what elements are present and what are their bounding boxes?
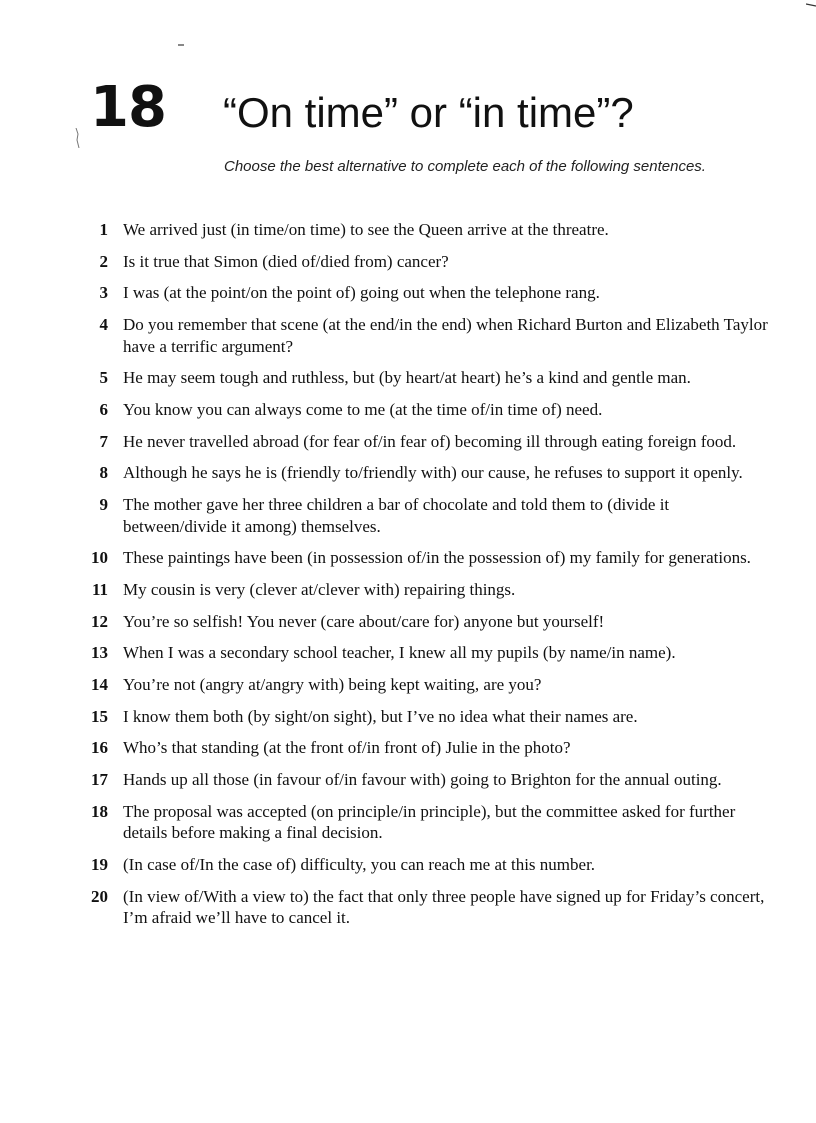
question-item bbox=[80, 886, 770, 929]
question-text: The proposal was accepted (on principle/in principle), but the committee asked for further details before making a final decision. bbox=[123, 801, 736, 843]
question-text: We arrived just (in time/on time) to see the Queen arrive at the threatre. bbox=[123, 220, 609, 239]
question-item bbox=[80, 547, 770, 569]
margin-scan-mark bbox=[74, 128, 82, 148]
question-number: 18 bbox=[91, 801, 108, 821]
instructions: Choose the best alternative to complete each of the following sentences. bbox=[224, 158, 706, 175]
question-item bbox=[80, 399, 770, 421]
question-number: 17 bbox=[91, 770, 108, 789]
question-number: 12 bbox=[91, 611, 108, 631]
question-list bbox=[80, 219, 770, 939]
question-number: 9 bbox=[99, 495, 108, 514]
unit-number: 18 bbox=[90, 75, 166, 140]
question-item bbox=[80, 431, 770, 453]
question-item bbox=[80, 737, 770, 759]
question-number: 7 bbox=[99, 431, 108, 451]
question-number: 13 bbox=[91, 643, 108, 663]
question-item bbox=[80, 801, 770, 844]
corner-scan-mark bbox=[806, 2, 816, 10]
question-number: 5 bbox=[99, 368, 108, 388]
question-item bbox=[80, 706, 770, 728]
question-item bbox=[80, 611, 770, 633]
question-item bbox=[80, 642, 770, 664]
question-item bbox=[80, 314, 770, 357]
question-number: 20 bbox=[91, 886, 108, 906]
question-item bbox=[80, 769, 770, 791]
question-text: (In view of/With a view to) the fact that only three people have signed up for Friday’s concert, I’m afraid we’ll have to cancel it. bbox=[123, 886, 765, 928]
question-text: He may seem tough and ruthless, but (by heart/at heart) he’s a kind and gentle man. bbox=[123, 368, 691, 388]
question-number: 2 bbox=[99, 251, 108, 271]
question-item bbox=[80, 579, 770, 601]
question-number: 1 bbox=[99, 220, 108, 239]
page-title: “On time” or “in time”? bbox=[223, 89, 634, 136]
question-text: I was (at the point/on the point of) going out when the telephone rang. bbox=[123, 283, 600, 303]
question-item bbox=[80, 494, 770, 537]
question-item bbox=[80, 854, 770, 876]
question-text: My cousin is very (clever at/clever with) repairing things. bbox=[123, 579, 516, 599]
question-number: 8 bbox=[99, 463, 108, 483]
question-number: 14 bbox=[91, 674, 108, 694]
question-text: Do you remember that scene (at the end/in the end) when Richard Burton and Elizabeth Taylor have a terrific argument? bbox=[123, 315, 768, 356]
question-text: He never travelled abroad (for fear of/in fear of) becoming ill through eating foreign food. bbox=[123, 431, 737, 451]
question-number: 10 bbox=[91, 548, 108, 568]
question-text: (In case of/In the case of) difficulty, you can reach me at this number. bbox=[123, 854, 596, 874]
question-text: These paintings have been (in possession of/in the possession of) my family for generations. bbox=[123, 548, 751, 568]
question-number: 6 bbox=[99, 399, 108, 419]
question-text: You’re so selfish! You never (care about/care for) anyone but yourself! bbox=[123, 611, 605, 631]
question-text: You’re not (angry at/angry with) being kept waiting, are you? bbox=[123, 674, 542, 694]
question-text: Who’s that standing (at the front of/in front of) Julie in the photo? bbox=[123, 738, 571, 758]
question-item bbox=[80, 462, 770, 484]
question-item bbox=[80, 367, 770, 389]
question-number: 3 bbox=[99, 283, 108, 303]
question-number: 11 bbox=[91, 579, 108, 599]
scan-speck bbox=[178, 44, 184, 46]
question-item bbox=[80, 282, 770, 304]
question-item bbox=[80, 674, 770, 696]
question-number: 19 bbox=[91, 854, 108, 874]
question-number: 16 bbox=[91, 738, 108, 758]
question-number: 4 bbox=[99, 315, 108, 335]
question-item bbox=[80, 251, 770, 273]
question-text: When I was a secondary school teacher, I knew all my pupils (by name/in name). bbox=[123, 643, 676, 663]
question-text: You know you can always come to me (at the time of/in time of) need. bbox=[123, 399, 603, 419]
question-item bbox=[80, 219, 770, 241]
question-text: Is it true that Simon (died of/died from) cancer? bbox=[123, 251, 449, 271]
question-text: Hands up all those (in favour of/in favour with) going to Brighton for the annual outing. bbox=[123, 770, 722, 789]
question-text: Although he says he is (friendly to/friendly with) our cause, he refuses to support it openly. bbox=[123, 463, 743, 483]
question-text: I know them both (by sight/on sight), but I’ve no idea what their names are. bbox=[123, 706, 638, 726]
question-number: 15 bbox=[91, 706, 108, 726]
question-text: The mother gave her three children a bar of chocolate and told them to (divide it between/divide it among) themselves. bbox=[123, 495, 670, 536]
